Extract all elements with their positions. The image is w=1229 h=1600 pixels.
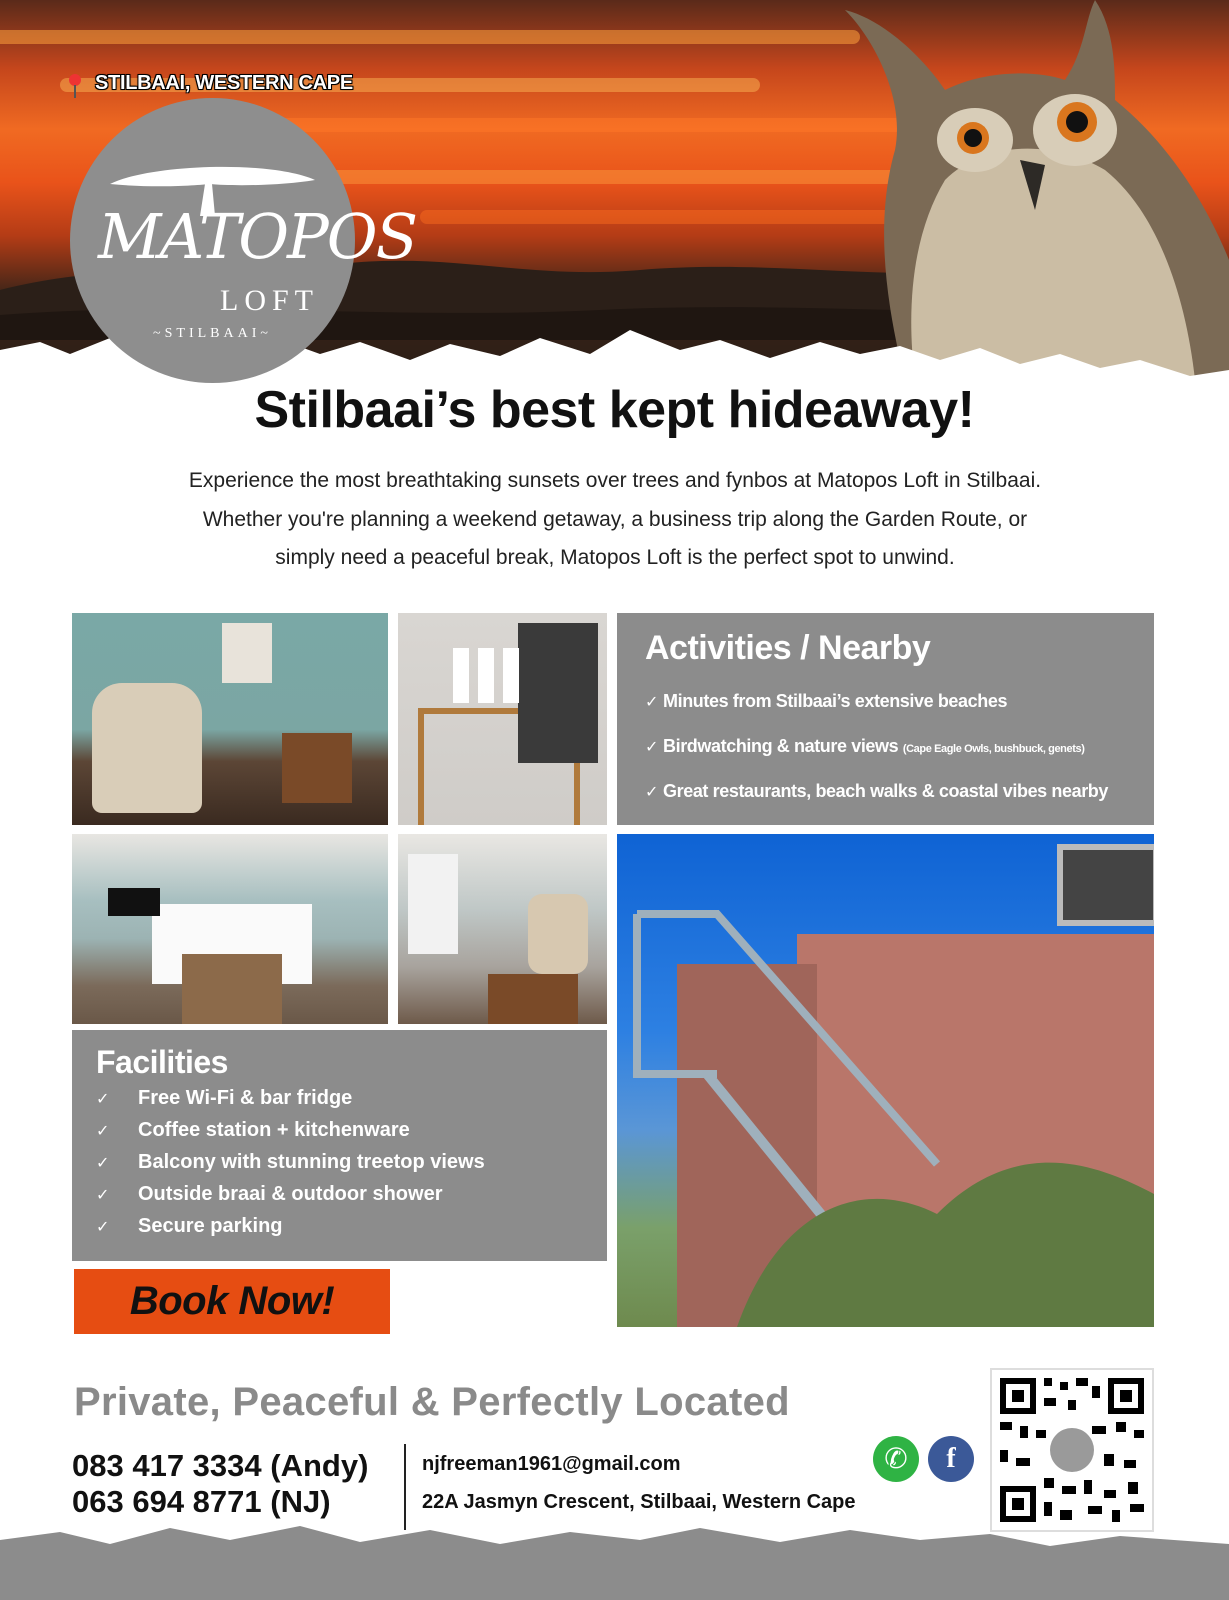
checkmark-icon: ✓ [96, 1155, 110, 1172]
facility-text: Coffee station + kitchenware [138, 1119, 410, 1141]
bedroom-photo [72, 834, 388, 1024]
logo-town: ~STILBAAI~ [153, 326, 272, 341]
tagline: Private, Peaceful & Perfectly Located [74, 1380, 790, 1424]
facility-text: Secure parking [138, 1215, 283, 1237]
activity-item [645, 736, 1084, 757]
matopos-loft-logo [70, 98, 417, 383]
checkmark-icon: ✓ [96, 1219, 110, 1236]
book-now-button[interactable]: Book Now! [74, 1269, 390, 1334]
toiletries-photo [398, 613, 607, 825]
facility-text: Outside braai & outdoor shower [138, 1183, 443, 1205]
whatsapp-icon[interactable]: ✆ [873, 1436, 919, 1482]
phone-nj[interactable]: 063 694 8771 (NJ) [72, 1484, 331, 1519]
logo-sub: LOFT [220, 284, 319, 317]
facilities-title: Facilities [96, 1044, 228, 1080]
address: 22A Jasmyn Crescent, Stilbaai, Western Cape [422, 1491, 856, 1513]
intro-line: Experience the most breathtaking sunsets over trees and fynbos at Matopos Loft in Stilbaai. [188, 469, 1042, 492]
email-link[interactable]: njfreeman1961@gmail.com [422, 1453, 681, 1475]
lounge-photo [72, 613, 388, 825]
facility-item [96, 1183, 442, 1206]
qr-code[interactable] [990, 1368, 1154, 1532]
activities-title: Activities / Nearby [645, 629, 931, 667]
facility-text: Balcony with stunning treetop views [138, 1151, 485, 1173]
checkmark-icon: ✓ [96, 1123, 110, 1140]
facility-item [96, 1087, 352, 1110]
facility-text: Free Wi-Fi & bar fridge [138, 1087, 353, 1109]
page-title: Stilbaai’s best kept hideaway! [254, 381, 975, 439]
activity-item [645, 781, 1108, 802]
activity-text: Minutes from Stilbaai’s extensive beaches [663, 691, 1008, 711]
checkmark-icon: ✓ [645, 694, 659, 711]
checkmark-icon: ✓ [96, 1187, 110, 1204]
loft-interior-photo [398, 834, 607, 1024]
facility-item [96, 1215, 283, 1238]
activities-panel [617, 613, 1154, 825]
activity-text: Birdwatching & nature views [663, 736, 899, 756]
facebook-icon[interactable]: f [928, 1436, 974, 1482]
checkmark-icon: ✓ [96, 1091, 110, 1108]
facility-item [96, 1151, 485, 1174]
intro-line: Whether you're planning a weekend getaway, a business trip along the Garden Route, or [202, 507, 1028, 531]
intro-line: simply need a peaceful break, Matopos Loft is the perfect spot to unwind. [275, 546, 955, 569]
exterior-photo [617, 834, 1154, 1327]
region-label: STILBAAI, WESTERN CAPE [95, 72, 353, 94]
bottom-grunge [0, 1510, 1229, 1600]
phone-andy[interactable]: 083 417 3334 (Andy) [72, 1448, 369, 1483]
location-pin-icon [68, 73, 82, 99]
intro-text [90, 462, 1140, 578]
checkmark-icon: ✓ [645, 739, 659, 756]
checkmark-icon: ✓ [645, 784, 659, 801]
activity-text: Great restaurants, beach walks & coastal vibes nearby [663, 781, 1109, 801]
facilities-panel [72, 1030, 607, 1261]
logo-name: MATOPOS [98, 200, 417, 273]
facility-item [96, 1119, 410, 1142]
activity-item [645, 691, 1007, 712]
activity-note: (Cape Eagle Owls, bushbuck, genets) [902, 743, 1085, 755]
